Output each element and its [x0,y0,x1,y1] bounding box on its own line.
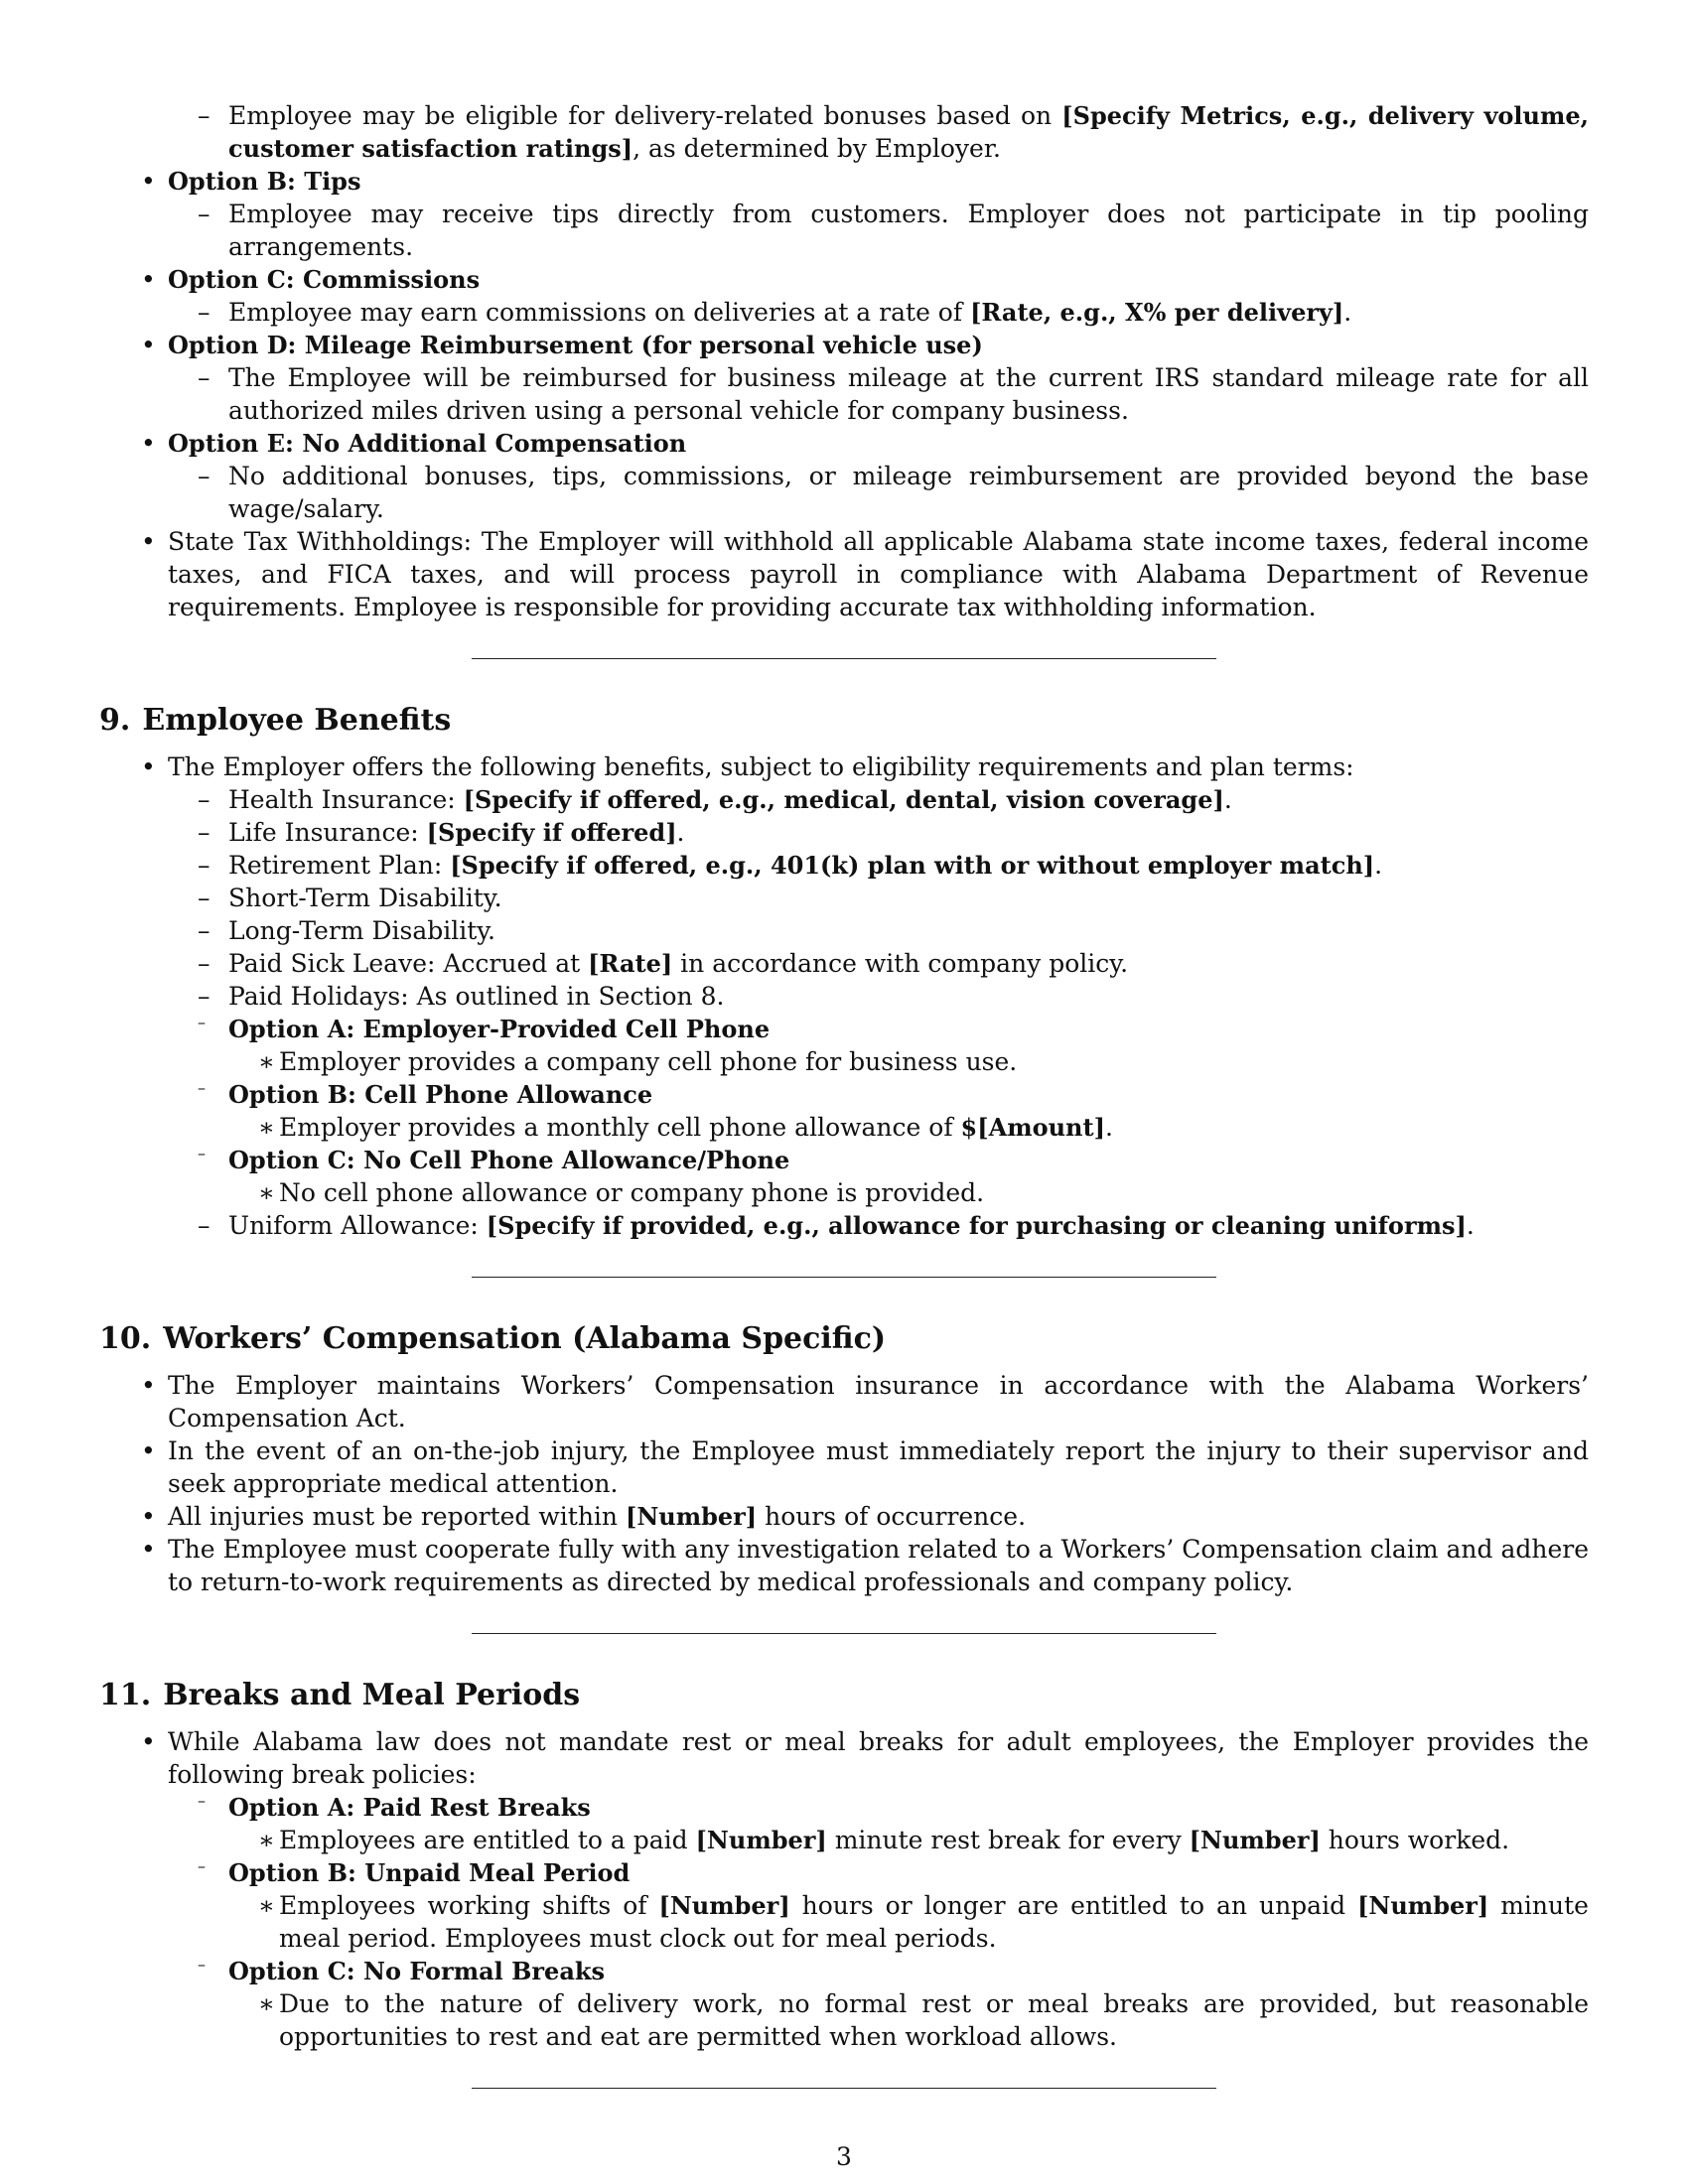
section-divider [472,1277,1216,1278]
text: . [1374,851,1383,880]
list-item: ∗ No cell phone allowance or company phone is provided. [228,1176,1589,1209]
sublist [168,296,1589,329]
section-number: 10. [99,1321,152,1356]
list-item [168,1078,1589,1144]
text: hours or longer are entitled to an unpaid [789,1891,1358,1920]
text: minute rest break for every [826,1826,1190,1854]
benefits-sublist [168,783,1589,1242]
placeholder: [Number] [625,1502,758,1531]
page-number: 3 [836,2142,852,2171]
list-item [168,947,1589,980]
option-title: Option B: Unpaid Meal Period [228,1858,631,1887]
list-item: – Paid Holidays: As outlined in Section 8. [168,980,1589,1013]
text: Employees working shifts of [279,1891,659,1920]
section-heading-employee-benefits [99,701,1589,741]
sublist [168,361,1589,427]
section-title: Workers’ Compensation (Alabama Specific) [163,1321,887,1356]
list-item [99,165,1589,263]
section-number: 11. [99,1678,152,1712]
list-item [99,263,1589,329]
text: in accordance with company policy. [672,949,1129,978]
list-item [168,296,1589,329]
section-number: 9. [99,703,131,738]
option-b-tips-title: Option B: Tips [168,167,361,196]
bonus-text-end: , as determined by Employer. [633,134,1001,163]
text: . [1104,1113,1113,1142]
list-item [168,1955,1589,2053]
placeholder: $[Amount] [960,1113,1105,1142]
section-divider [472,658,1216,659]
placeholder: [Specify if offered] [426,818,677,847]
list-item [168,99,1589,165]
text: Life Insurance: [228,818,427,847]
text: hours of occurrence. [757,1502,1027,1531]
section-divider [472,1633,1216,1634]
text: . [1343,298,1352,327]
list-item [168,1013,1589,1078]
section-heading-workers-compensation [99,1319,1589,1359]
list-item: ∗ Employer provides a company cell phone for business use. [228,1045,1589,1078]
list-item: – Long-Term Disability. [168,914,1589,947]
sublist [228,1889,1589,1955]
list-item: – Short-Term Disability. [168,882,1589,914]
list-item: • The Employer maintains Workers’ Compensation insurance in accordance with the Alabama Workers’ Compensation Act. [99,1369,1589,1434]
list-item [99,427,1589,525]
text: Employees are entitled to a paid [279,1826,696,1854]
compensation-options-list-2 [99,165,1589,623]
breaks-list [99,1725,1589,2053]
bonus-text: Employee may be eligible for delivery-related bonuses based on [228,101,1062,130]
placeholder: [Number] [1189,1826,1321,1854]
text: Paid Sick Leave: Accrued at [228,949,589,978]
text: . [1223,785,1232,814]
placeholder: [Specify if offered, e.g., 401(k) plan with or without employer match] [450,851,1375,880]
list-item: – Employee may receive tips directly from customers. Employer does not participate in tip pooling arrangements. [168,198,1589,263]
list-item [228,1111,1589,1144]
list-item [168,1144,1589,1209]
text: Retirement Plan: [228,851,451,880]
placeholder: [Number] [658,1891,790,1920]
sublist [228,1176,1589,1209]
placeholder: [Rate] [588,949,673,978]
list-item: – The Employee will be reimbursed for business mileage at the current IRS standard mileage rate for all authorized miles driven using a personal vehicle for company business. [168,361,1589,427]
workers-comp-list [99,1369,1589,1598]
option-title: Option C: No Formal Breaks [228,1957,606,1985]
rate-placeholder: [Rate, e.g., X% per delivery] [970,298,1344,327]
text: Employer provides a monthly cell phone allowance of [279,1113,961,1142]
placeholder: [Number] [1357,1891,1489,1920]
text: All injuries must be reported within [168,1502,626,1531]
sublist [228,1824,1589,1856]
breaks-sublist [168,1791,1589,2053]
sublist [168,198,1589,263]
benefits-intro: • The Employer offers the following benefits, subject to eligibility requirements and plan terms: [168,752,1354,781]
list-item [168,816,1589,849]
sublist [228,1987,1589,2053]
list-item [228,1889,1589,1955]
option-c-commissions-title: Option C: Commissions [168,265,481,294]
sublist [228,1111,1589,1144]
state-tax-withholdings: • State Tax Withholdings: The Employer will withhold all applicable Alabama state income taxes, federal income taxes, and FICA taxes, and will process payroll in compliance with Alabama Department of Revenue requirements. Employee is responsible for providing accurate tax withholding information. [99,525,1589,623]
list-item: • The Employee must cooperate fully with any investigation related to a Workers’ Compensation claim and adhere to return-to-work requirements as directed by medical professionals and company policy. [99,1533,1589,1598]
list-item [168,1209,1589,1242]
placeholder: [Specify if provided, e.g., allowance for purchasing or cleaning uniforms] [486,1211,1467,1240]
text: Uniform Allowance: [228,1211,487,1240]
option-d-mileage-title: Option D: Mileage Reimbursement (for personal vehicle use) [168,331,983,359]
text: . [1466,1211,1475,1240]
text: minute meal period. Employees must clock out for meal periods. [279,1891,1589,1953]
list-item [228,1824,1589,1856]
bonus-sublist [99,99,1589,165]
section-heading-breaks [99,1676,1589,1715]
list-item [168,849,1589,882]
text: hours worked. [1320,1826,1510,1854]
sublist [168,460,1589,525]
list-item: – No additional bonuses, tips, commissions, or mileage reimbursement are provided beyond the base wage/salary. [168,460,1589,525]
option-title: Option B: Cell Phone Allowance [228,1080,653,1109]
section-title: Employee Benefits [142,703,452,738]
list-item [168,1856,1589,1955]
section-title: Breaks and Meal Periods [163,1678,581,1712]
section-divider [472,2088,1216,2089]
list-item: • In the event of an on-the-job injury, the Employee must immediately report the injury to their supervisor and seek appropriate medical attention. [99,1434,1589,1500]
compensation-options-list [99,99,1589,165]
breaks-intro: • While Alabama law does not mandate rest or meal breaks for adult employees, the Employer provides the following break policies: [168,1727,1589,1789]
sublist [228,1045,1589,1078]
list-item: ∗ Due to the nature of delivery work, no formal rest or meal breaks are provided, but reasonable opportunities to rest and eat are permitted when workload allows. [228,1987,1589,2053]
option-title: Option A: Employer-Provided Cell Phone [228,1015,771,1043]
placeholder: [Number] [695,1826,827,1854]
list-item [99,751,1589,1242]
bonus-placeholder: [Specify Metrics, e.g., delivery volume, customer satisfaction ratings] [228,101,1589,163]
placeholder: [Specify if offered, e.g., medical, dental, vision coverage] [463,785,1224,814]
list-item [99,329,1589,427]
text: . [676,818,685,847]
list-item [99,1725,1589,2053]
option-e-no-additional-title: Option E: No Additional Compensation [168,429,687,458]
option-title: Option C: No Cell Phone Allowance/Phone [228,1146,790,1174]
list-item [99,1500,1589,1533]
list-item [168,783,1589,816]
text: Health Insurance: [228,785,464,814]
text: Employee may earn commissions on deliveries at a rate of [228,298,971,327]
benefits-list [99,751,1589,1242]
option-title: Option A: Paid Rest Breaks [228,1793,591,1822]
list-item [99,99,1589,165]
list-item [168,1791,1589,1856]
page-content [99,99,1589,2089]
